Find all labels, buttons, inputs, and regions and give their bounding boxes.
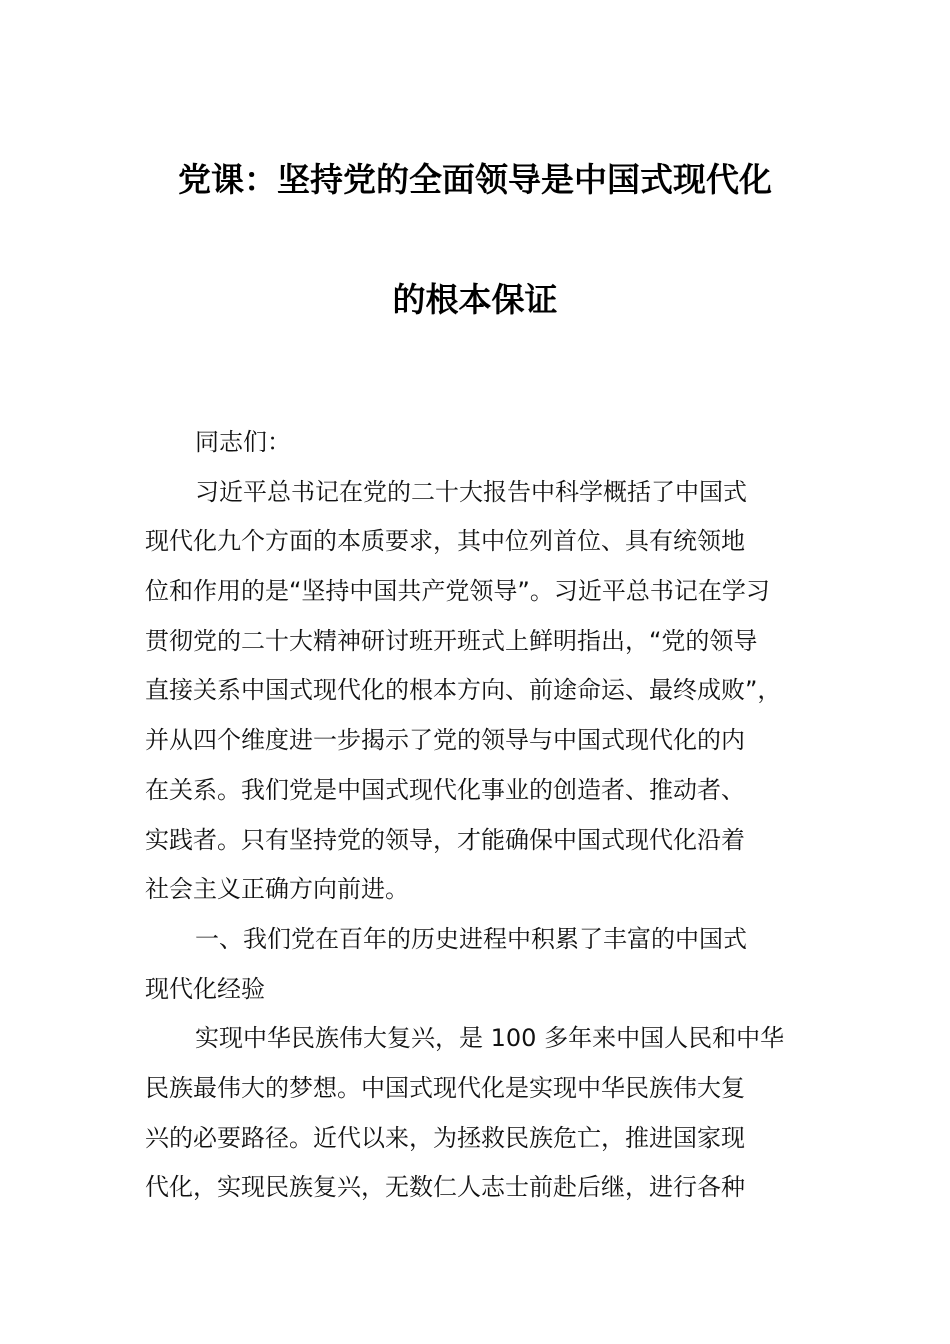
paragraph-line: 现代化九个方面的本质要求，其中位列首位、具有统领地 xyxy=(145,527,745,556)
section-heading-line: 一、我们党在百年的历史进程中积累了丰富的中国式 xyxy=(195,924,747,953)
salutation: 同志们： xyxy=(195,428,291,456)
paragraph-line: 实现中华民族伟大复兴，是 100 多年来中国人民和中华 xyxy=(195,1024,785,1053)
paragraph-line: 民族最伟大的梦想。中国式现代化是实现中华民族伟大复 xyxy=(145,1073,745,1102)
paragraph-line: 并从四个维度进一步揭示了党的领导与中国式现代化的内 xyxy=(145,726,745,755)
paragraph-line: 习近平总书记在党的二十大报告中科学概括了中国式 xyxy=(195,477,747,506)
document-title-line-2: 的根本保证 xyxy=(392,280,558,319)
paragraph-line: 贯彻党的二十大精神研讨班开班式上鲜明指出，“党的领导 xyxy=(145,626,758,655)
paragraph-line: 代化，实现民族复兴，无数仁人志士前赴后继，进行各种 xyxy=(145,1173,745,1202)
paragraph-line: 社会主义正确方向前进。 xyxy=(145,875,409,904)
document-title-line-1: 党课：坚持党的全面领导是中国式现代化 xyxy=(178,160,772,199)
paragraph-line: 实践者。只有坚持党的领导，才能确保中国式现代化沿着 xyxy=(145,825,745,854)
paragraph-line: 直接关系中国式现代化的根本方向、前途命运、最终成败”， xyxy=(145,676,782,705)
document-body xyxy=(145,418,815,1213)
paragraph-line: 在关系。我们党是中国式现代化事业的创造者、推动者、 xyxy=(145,775,745,804)
paragraph-line: 兴的必要路径。近代以来，为拯救民族危亡，推进国家现 xyxy=(145,1123,745,1152)
paragraph-line: 位和作用的是“坚持中国共产党领导”。习近平总书记在学习 xyxy=(145,577,770,606)
section-heading-line: 现代化经验 xyxy=(145,974,265,1003)
